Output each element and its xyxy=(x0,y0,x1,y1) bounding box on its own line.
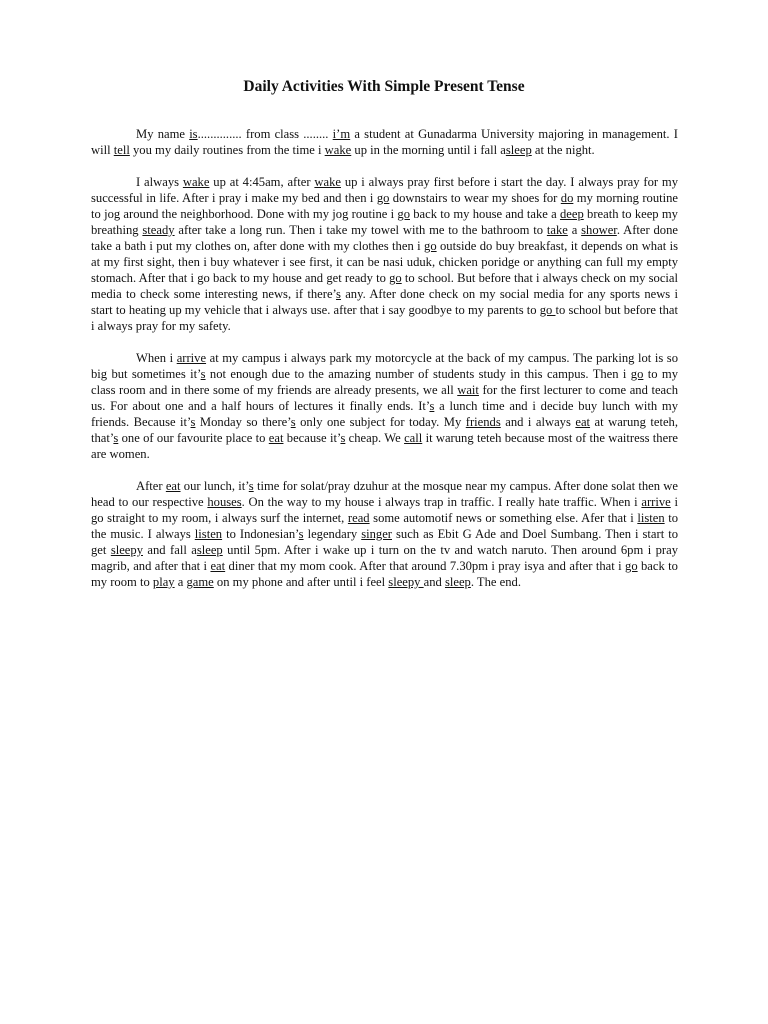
underlined-word: wait xyxy=(457,383,479,397)
text-run: . The end. xyxy=(470,575,521,589)
text-run: such as Ebit G Ade and Doel Sumbang. Then i start to get xyxy=(91,527,678,557)
paragraph xyxy=(91,174,678,334)
text-run: not enough due to the amazing number of students study in this campus. Then i xyxy=(205,367,631,381)
text-run: diner that my mom cook. After that around 7.30pm i pray isya and after that i xyxy=(225,559,626,573)
underlined-word: sleep xyxy=(505,143,532,157)
underlined-word: s xyxy=(248,479,254,493)
underlined-word: do xyxy=(560,191,574,205)
underlined-word: listen xyxy=(637,511,665,525)
text-run: My name xyxy=(136,127,190,141)
underlined-word: houses xyxy=(207,495,242,509)
underlined-word: s xyxy=(290,415,296,429)
underlined-word: s xyxy=(298,527,304,541)
underlined-word: wake xyxy=(182,175,210,189)
underlined-word: sleepy xyxy=(110,543,143,557)
text-run: back to my house and take a xyxy=(409,207,560,221)
text-run: at warung teteh, that’ xyxy=(91,415,678,445)
text-run: a xyxy=(174,575,187,589)
underlined-word: arrive xyxy=(176,351,207,365)
underlined-word: go xyxy=(424,239,437,253)
text-run: until 5pm. After i wake up i turn on the tv and watch naruto. Then around 6pm i pray magrib, and after that i xyxy=(91,543,678,573)
text-run: any. After done check on my social media for any sports news i start to heating up my vehicle that i always use. after that i say goodbye to my parents to xyxy=(91,287,678,317)
text-run: only one subject for today. My xyxy=(295,415,466,429)
underlined-word: go xyxy=(376,191,390,205)
underlined-word: s xyxy=(200,367,206,381)
text-run: at the night. xyxy=(531,143,595,157)
paragraph xyxy=(91,350,678,462)
text-run: outside do buy breakfast, it depends on what is at my first sight, then i buy whatever i see first, it can be nasi uduk, chicken poridge or anything can full my empty stomach. After that i go back to my house and get ready to xyxy=(91,239,678,285)
text-run: and i always xyxy=(500,415,576,429)
document-title: Daily Activities With Simple Present Tense xyxy=(243,78,525,95)
text-run: Monday so there’ xyxy=(195,415,291,429)
text-run: I always xyxy=(136,175,183,189)
underlined-word: s xyxy=(113,431,119,445)
text-run: one of our favourite place to xyxy=(118,431,269,445)
underlined-word: sleepy xyxy=(388,575,424,589)
underlined-word: s xyxy=(429,399,435,413)
underlined-word: s xyxy=(340,431,346,445)
text-run: back to my room to xyxy=(91,559,678,589)
underlined-word: steady xyxy=(142,223,175,237)
text-run: .............. from class ........ xyxy=(197,127,333,141)
text-run: to Indonesian’ xyxy=(222,527,299,541)
text-run: to my class room and in there some of my friends are already presents, we all xyxy=(91,367,679,397)
text-run: at my campus i always park my motorcycle at the back of my campus. The parking lot is so big but sometimes it’ xyxy=(91,351,678,381)
text-run: on my phone and after until i feel xyxy=(213,575,389,589)
paragraph xyxy=(91,126,678,158)
underlined-word: friends xyxy=(465,415,501,429)
underlined-word: i’m xyxy=(332,127,351,141)
text-run: after take a long run. Then i take my towel with me to the bathroom to xyxy=(174,223,547,237)
document-body xyxy=(91,126,678,606)
text-run: up at 4:45am, after xyxy=(209,175,315,189)
text-run: my morning routine to jog around the neighborhood. Done with my jog routine i xyxy=(91,191,679,221)
underlined-word: take xyxy=(546,223,568,237)
text-run: legendary xyxy=(303,527,362,541)
underlined-word: eat xyxy=(165,479,181,493)
text-run: to school. But before that i always check on my social media to check some interesting news, if there’ xyxy=(91,271,678,301)
underlined-word: s xyxy=(190,415,196,429)
underlined-word: sleep xyxy=(444,575,471,589)
underlined-word: wake xyxy=(324,143,352,157)
text-run: i go straight to my room, i always surf the internet, xyxy=(91,495,678,525)
text-run: for the first lecturer to come and teach us. For about one and a half hours of lectures it finally ends. It’ xyxy=(91,383,679,413)
text-run: some automotif news or something else. Afer that i xyxy=(369,511,638,525)
text-run: to the music. I always xyxy=(91,511,679,541)
underlined-word: game xyxy=(186,575,214,589)
underlined-word: arrive xyxy=(641,495,671,509)
text-run: because it’ xyxy=(283,431,341,445)
text-run: breath to keep my breathing xyxy=(91,207,678,237)
underlined-word: call xyxy=(404,431,423,445)
text-run: to school but before that i always pray for my safety. xyxy=(91,303,678,333)
paragraph xyxy=(91,478,678,590)
text-run: time for solat/pray dzuhur at the mosque near my campus. After done solat then we head to our respective xyxy=(91,479,678,509)
text-run: . After done take a bath i put my clothes on, after done with my clothes then i xyxy=(91,223,678,253)
underlined-word: play xyxy=(152,575,175,589)
underlined-word: s xyxy=(336,287,341,301)
text-run: a xyxy=(567,223,582,237)
text-run: a student at Gunadarma University majoring in management. I will xyxy=(91,127,678,157)
text-run: up in the morning until i fall a xyxy=(351,143,506,157)
text-run: and fall a xyxy=(143,543,197,557)
underlined-word: go xyxy=(389,271,402,285)
text-run: When i xyxy=(136,351,177,365)
underlined-word: shower xyxy=(581,223,617,237)
underlined-word: tell xyxy=(113,143,130,157)
text-run: a lunch time and i decide buy lunch with my friends. Because it’ xyxy=(91,399,678,429)
underlined-word: deep xyxy=(559,207,584,221)
underlined-word: sleep xyxy=(196,543,223,557)
text-run: downstairs to wear my shoes for xyxy=(389,191,561,205)
underlined-word: go xyxy=(630,367,644,381)
underlined-word: go xyxy=(625,559,638,573)
text-run: . On the way to my house i always trap in traffic. I really hate traffic. When i xyxy=(241,495,642,509)
underlined-word: listen xyxy=(194,527,223,541)
underlined-word: eat xyxy=(575,415,591,429)
text-run: cheap. We xyxy=(345,431,405,445)
text-run: you my daily routines from the time i xyxy=(129,143,325,157)
underlined-word: is xyxy=(189,127,198,141)
text-run: up i always pray first before i start the day. I always pray for my successful in life. After i pray i make my bed and then i xyxy=(91,175,679,205)
text-run: and xyxy=(423,575,445,589)
underlined-word: read xyxy=(347,511,370,525)
underlined-word: wake xyxy=(314,175,341,189)
text-run: After xyxy=(136,479,166,493)
underlined-word: go xyxy=(539,303,556,317)
underlined-word: singer xyxy=(361,527,392,541)
underlined-word: eat xyxy=(210,559,226,573)
text-run: our lunch, it’ xyxy=(180,479,249,493)
underlined-word: go xyxy=(397,207,410,221)
text-run: it warung teteh because most of the waitress there are women. xyxy=(91,431,678,461)
underlined-word: eat xyxy=(268,431,284,445)
